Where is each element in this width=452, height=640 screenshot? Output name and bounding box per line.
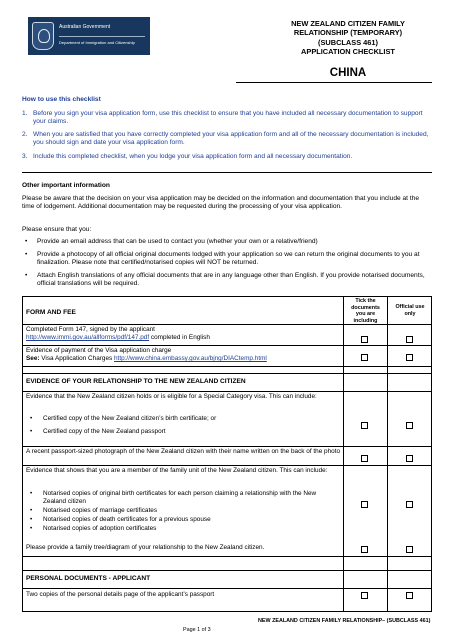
personal-section-title: PERSONAL DOCUMENTS - APPLICANT bbox=[26, 575, 151, 582]
table-row-divider bbox=[22, 556, 432, 557]
official-column-header: Official use only bbox=[395, 304, 425, 317]
form-147-text: Completed Form 147, signed by the applicant bbox=[26, 326, 155, 333]
photo-row-text: A recent passport-sized photograph of the New Zealand citizen with their name written on the back of the photo bbox=[26, 448, 341, 455]
other-info-paragraph-1: Please be aware that the decision on your visa application may be decided on the information and documentation that you include at the time of lodgement. Additional documentation may be requested during the processing of your visa application. bbox=[22, 195, 419, 211]
other-info-bullet-2: • Provide a photocopy of all official original documents lodged with your application so we can return the original documents to you at finalization. Please note that certified/notarised copies will NOT be returned. bbox=[22, 251, 432, 268]
section-divider bbox=[22, 172, 432, 173]
special-category-row-text: Evidence that the New Zealand citizen holds or is eligible for a Special Category visa. This can include: bbox=[26, 393, 317, 400]
table-row-divider bbox=[22, 570, 432, 571]
tick-checkbox-special-category[interactable] bbox=[361, 422, 368, 429]
payment-charges-label: Visa Application Charges bbox=[39, 355, 114, 363]
family-tree-row-text: Please provide a family tree/diagram of your relationship to the New Zealand citizen. bbox=[26, 544, 265, 551]
tick-checkbox-family-tree[interactable] bbox=[361, 546, 368, 553]
title-line-2: RELATIONSHIP (TEMPORARY) bbox=[293, 28, 403, 38]
document-title bbox=[268, 19, 428, 57]
relationship-section-title: EVIDENCE OF YOUR RELATIONSHIP TO THE NEW ZEALAND CITIZEN bbox=[26, 378, 246, 385]
tick-checkbox-form-147[interactable] bbox=[361, 336, 368, 343]
official-checkbox-special-category[interactable] bbox=[406, 422, 413, 429]
family-unit-bullet-1: • Notarised copies of original birth certificates for each person claiming a relationship with the New Zealand citizen bbox=[30, 490, 317, 506]
table-row-divider bbox=[22, 446, 432, 447]
other-info-paragraph-2: Please ensure that you: bbox=[22, 226, 92, 233]
official-checkbox-family-tree[interactable] bbox=[406, 546, 413, 553]
title-line-3: (SUBCLASS 461) bbox=[318, 37, 378, 47]
government-logo bbox=[28, 17, 150, 55]
family-unit-row-text: Evidence that shows that you are a member of the family unit of the New Zealand citizen. This can include: bbox=[26, 467, 328, 474]
logo-divider bbox=[59, 36, 145, 37]
table-row-divider bbox=[22, 465, 432, 466]
form-147-row bbox=[26, 326, 342, 342]
tick-checkbox-family-unit[interactable] bbox=[361, 501, 368, 508]
special-category-bullet-2: • Certified copy of the New Zealand passport bbox=[30, 428, 166, 435]
logo-government-text: Australian Government bbox=[59, 24, 111, 30]
other-info-bullet-3-text: Attach English translations of any official documents that are in any language other than English. If you provide notarised documents, official translations will be required. bbox=[37, 272, 425, 288]
how-to-item-2-text: When you are satisfied that you have correctly completed your visa application form and all of the necessary documentation is included, you should sign and date your visa application form. bbox=[33, 131, 429, 147]
title-line-1: NEW ZEALAND CITIZEN FAMILY bbox=[291, 19, 405, 28]
how-to-item-1-text: Before you sign your visa application form, use this checklist to ensure that you have included all necessary documentation to support your claims. bbox=[33, 110, 423, 126]
special-category-bullet-1: • Certified copy of the New Zealand citizen’s birth certificate; or bbox=[30, 415, 217, 422]
footer-page-number: Page 1 of 3 bbox=[183, 627, 211, 633]
table-row-divider bbox=[22, 366, 432, 367]
other-info-bullet-3: • Attach English translations of any official documents that are in any language other than English. If you provide notarised documents, official translations will be required. bbox=[22, 272, 432, 289]
other-info-bullet-1-text: Provide an email address that can be used to contact you (whether your own or a relative/friend) bbox=[37, 238, 318, 245]
column-divider-tick bbox=[343, 296, 344, 612]
table-row-divider bbox=[22, 324, 432, 325]
title-line-4: APPLICATION CHECKLIST bbox=[301, 47, 395, 57]
family-unit-bullet-3: • Notarised copies of death certificates for a previous spouse bbox=[30, 516, 211, 523]
official-checkbox-family-unit[interactable] bbox=[406, 501, 413, 508]
official-checkbox-passport[interactable] bbox=[406, 592, 413, 599]
official-checkbox-photo[interactable] bbox=[406, 455, 413, 462]
family-unit-bullet-4: • Notarised copies of adoption certificates bbox=[30, 525, 157, 532]
table-row-divider bbox=[22, 345, 432, 346]
table-row-divider bbox=[22, 588, 432, 589]
table-row-divider bbox=[22, 373, 432, 374]
family-unit-bullet-2: • Notarised copies of marriage certificates bbox=[30, 507, 158, 514]
payment-row bbox=[26, 347, 342, 363]
other-info-bullet-1: • Provide an email address that can be used to contact you (whether your own or a relative/friend) bbox=[22, 238, 432, 246]
how-to-item-2: 2. When you are satisfied that you have correctly completed your visa application form and all of the necessary documentation is included, you should sign and date your visa application form. bbox=[22, 131, 432, 148]
footer-running-title: NEW ZEALAND CITIZEN FAMILY RELATIONSHIP– (SUBCLASS 461) bbox=[258, 618, 431, 624]
table-row-divider bbox=[22, 391, 432, 392]
how-to-item-1: 1. Before you sign your visa application form, use this checklist to ensure that you have included all necessary documentation to support your claims. bbox=[22, 110, 432, 127]
payment-charges-link[interactable]: http://www.china.embassy.gov.au/bjng/DIACtemp.html bbox=[113, 355, 267, 363]
how-to-item-3-text: Include this completed checklist, when you lodge your visa application form and all necessary documentation. bbox=[33, 153, 353, 160]
column-divider-official bbox=[387, 296, 388, 612]
form-147-suffix: completed in English bbox=[149, 334, 210, 342]
payment-text: Evidence of payment of the Visa application charge bbox=[26, 347, 172, 354]
other-info-bullet-2-text: Provide a photocopy of all official original documents lodged with your application so we can return the original documents to you at finalization. Please note that certified/notarised copies will NOT be returned. bbox=[37, 251, 420, 267]
passport-row-text: Two copies of the personal details page of the applicant’s passport bbox=[26, 591, 215, 598]
tick-checkbox-passport[interactable] bbox=[361, 592, 368, 599]
payment-see-label: See: bbox=[26, 355, 40, 363]
other-info-heading: Other important information bbox=[22, 182, 110, 189]
header-rule bbox=[236, 82, 432, 83]
logo-department-text: Department of Immigration and Citizenship bbox=[59, 40, 135, 45]
tick-column-header: Tick the documents you are including bbox=[351, 298, 380, 324]
form-fee-section-title: FORM AND FEE bbox=[26, 309, 76, 316]
official-checkbox-payment[interactable] bbox=[406, 354, 413, 361]
how-to-item-3: 3. Include this completed checklist, when you lodge your visa application form and all necessary documentation. bbox=[22, 153, 432, 161]
official-checkbox-form-147[interactable] bbox=[406, 336, 413, 343]
coat-of-arms-icon bbox=[32, 22, 54, 50]
how-to-heading: How to use this checklist bbox=[22, 96, 101, 103]
tick-checkbox-payment[interactable] bbox=[361, 354, 368, 361]
tick-checkbox-photo[interactable] bbox=[361, 455, 368, 462]
form-147-link[interactable]: http://www.immi.gov.au/allforms/pdf/147.pdf bbox=[26, 334, 150, 342]
country-title: CHINA bbox=[329, 67, 367, 79]
